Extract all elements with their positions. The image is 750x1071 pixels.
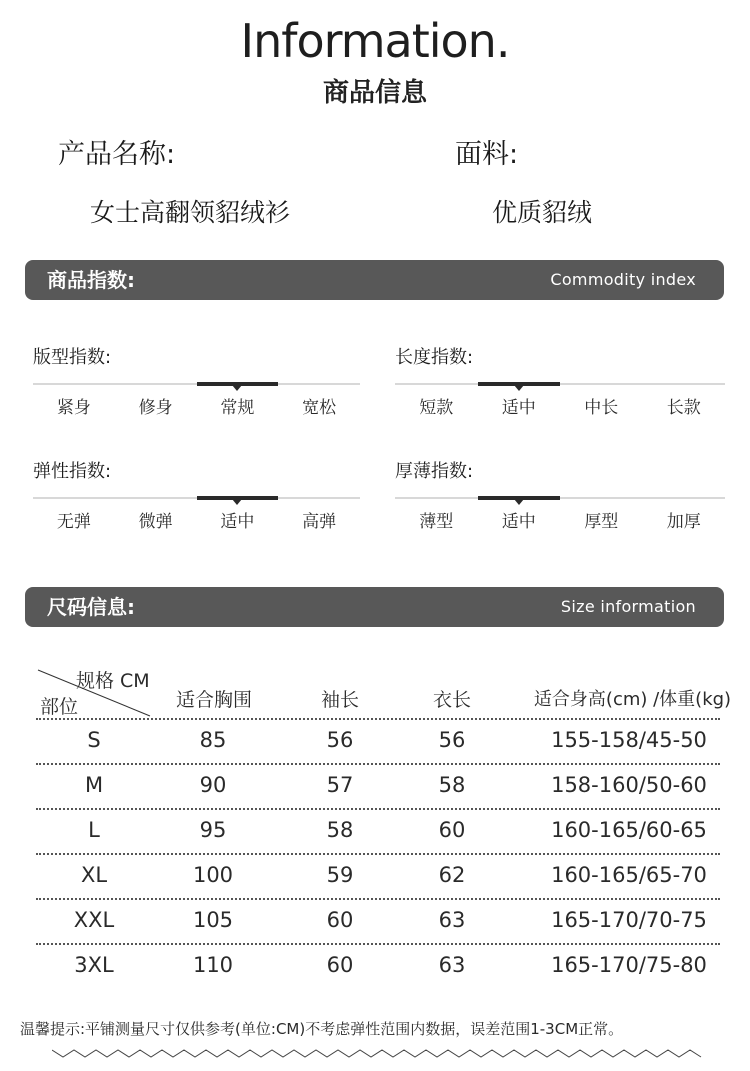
table-cell: 160-165/65-70 [551, 863, 707, 887]
table-cell: 60 [326, 908, 354, 932]
header-sleeve-length: 袖长 [320, 689, 359, 711]
pointer-triangle-icon [514, 385, 524, 391]
table-cell: 158-160/50-60 [551, 773, 707, 797]
table-row-divider [36, 853, 720, 855]
size-information-bar [25, 587, 724, 627]
table-row-divider [36, 898, 720, 900]
table-row-divider [36, 763, 720, 765]
table-row-divider [36, 943, 720, 945]
table-cell: 155-158/45-50 [551, 728, 707, 752]
table-cell: 62 [438, 863, 466, 887]
product-name-label: 产品名称: [58, 139, 176, 170]
thickness-index-option: 厚型 [584, 512, 619, 532]
size-label-cell: XXL [73, 908, 115, 932]
fit-index-option: 紧身 [56, 398, 91, 418]
corner-spec-label: 规格 CM [76, 670, 150, 692]
length-index-option: 长款 [666, 398, 701, 418]
length-index-option: 适中 [501, 398, 536, 418]
length-index-option: 短款 [419, 398, 454, 418]
thickness-index-title: 厚薄指数: [395, 461, 474, 482]
corner-part-label: 部位 [40, 696, 79, 718]
header-chest: 适合胸围 [175, 689, 252, 711]
size-information-title: 尺码信息: [47, 595, 135, 619]
thickness-index-scale [395, 497, 725, 532]
table-row-divider [36, 808, 720, 810]
fit-index-title: 版型指数: [33, 347, 112, 368]
length-index-title: 长度指数: [395, 347, 474, 368]
table-cell: 56 [438, 728, 466, 752]
elasticity-index-option: 高弹 [302, 512, 337, 532]
table-cell: 60 [326, 953, 354, 977]
fit-index-option: 修身 [138, 398, 173, 418]
size-label-cell: L [88, 818, 100, 842]
thickness-index-option: 薄型 [419, 512, 454, 532]
fabric-value: 优质貂绒 [492, 198, 593, 227]
table-cell: 100 [192, 863, 234, 887]
table-cell: 63 [438, 953, 466, 977]
thickness-index-option: 适中 [501, 512, 536, 532]
fit-index-option: 宽松 [302, 398, 337, 418]
table-cell: 95 [199, 818, 227, 842]
table-cell: 58 [438, 773, 466, 797]
elasticity-index-scale [33, 497, 360, 532]
elasticity-index-title: 弹性指数: [33, 461, 112, 482]
size-label-cell: S [87, 728, 101, 752]
table-cell: 90 [199, 773, 227, 797]
fit-index-scale [33, 383, 360, 418]
table-cell: 105 [192, 908, 234, 932]
pointer-triangle-icon [514, 499, 524, 505]
measurement-note: 温馨提示:平铺测量尺寸仅供参考(单位:CM)不考虑弹性范围内数据，误差范围1-3CM正常。 [20, 1020, 624, 1038]
title-english: Information. [240, 14, 510, 68]
table-cell: 165-170/70-75 [551, 908, 707, 932]
thickness-index-option: 加厚 [666, 512, 701, 532]
size-label-cell: M [84, 773, 104, 797]
thickness-index [395, 457, 725, 532]
table-cell: 60 [438, 818, 466, 842]
table-cell: 85 [199, 728, 227, 752]
fit-index-option: 常规 [220, 398, 255, 418]
table-cell: 56 [326, 728, 354, 752]
product-name-value: 女士高翻领貂绒衫 [90, 198, 291, 227]
commodity-index-subtitle: Commodity index [550, 270, 696, 289]
wavy-divider [52, 1048, 712, 1060]
elasticity-index-option: 微弹 [138, 512, 173, 532]
table-corner-cell [36, 666, 152, 718]
table-cell: 59 [326, 863, 354, 887]
title-chinese: 商品信息 [322, 78, 427, 108]
commodity-index-bar [25, 260, 724, 300]
header-garment-length: 衣长 [432, 689, 471, 711]
elasticity-index [33, 457, 360, 532]
table-header-divider [36, 718, 720, 720]
header-height-weight: 适合身高(cm) /体重(kg) [533, 689, 732, 710]
table-cell: 165-170/75-80 [551, 953, 707, 977]
length-index-scale [395, 383, 725, 418]
pointer-triangle-icon [232, 385, 242, 391]
size-label-cell: 3XL [74, 953, 114, 977]
fabric-label: 面料: [455, 139, 519, 170]
table-cell: 160-165/60-65 [551, 818, 707, 842]
commodity-index-title: 商品指数: [47, 268, 135, 292]
table-cell: 63 [438, 908, 466, 932]
size-information-subtitle: Size information [560, 597, 696, 616]
table-cell: 57 [326, 773, 354, 797]
length-index-option: 中长 [584, 398, 619, 418]
elasticity-index-option: 适中 [220, 512, 255, 532]
fit-index [33, 343, 360, 418]
length-index [395, 343, 725, 418]
pointer-triangle-icon [232, 499, 242, 505]
table-cell: 58 [326, 818, 354, 842]
table-cell: 110 [192, 953, 234, 977]
elasticity-index-option: 无弹 [56, 512, 91, 532]
size-label-cell: XL [80, 863, 108, 887]
